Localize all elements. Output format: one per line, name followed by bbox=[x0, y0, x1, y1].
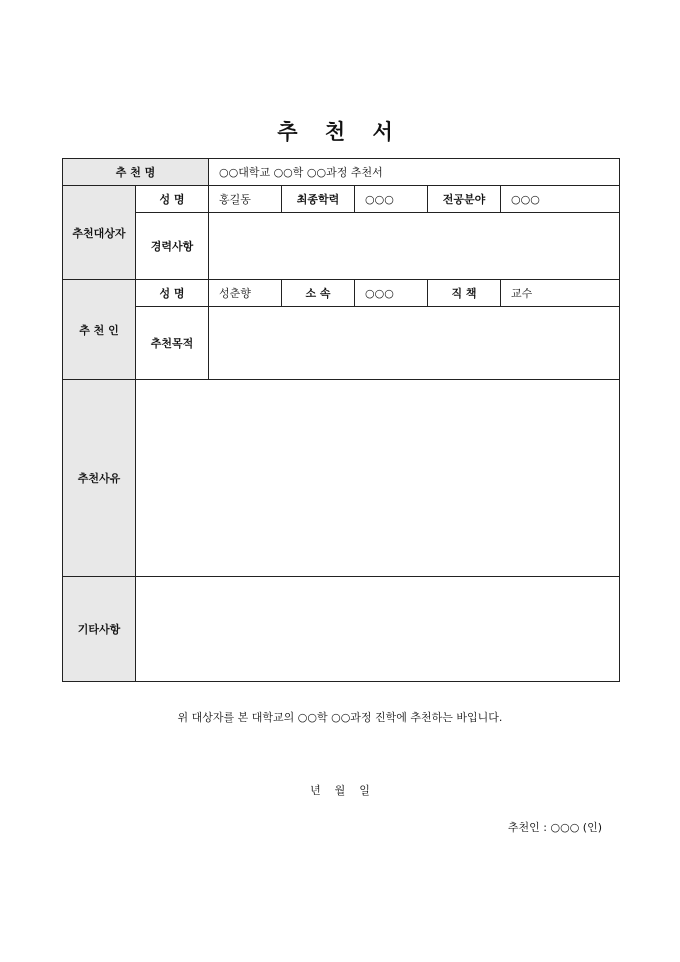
recommender-section-label: 추 천 인 bbox=[63, 280, 136, 380]
candidate-education-label: 최종학력 bbox=[282, 186, 355, 213]
candidate-career-label: 경력사항 bbox=[136, 213, 209, 280]
date-line: 년 월 일 bbox=[310, 784, 370, 797]
etc-value bbox=[136, 577, 620, 682]
reason-row bbox=[63, 380, 620, 577]
recommender-name-label: 성 명 bbox=[136, 280, 209, 307]
reason-value bbox=[136, 380, 620, 577]
candidate-career-value bbox=[209, 213, 620, 280]
recommender-position-label: 직 책 bbox=[428, 280, 501, 307]
recommender-name-value: 성춘향 bbox=[209, 280, 282, 307]
recommender-purpose-value bbox=[209, 307, 620, 380]
recommender-purpose-row bbox=[63, 307, 620, 380]
rec-name-row bbox=[63, 159, 620, 186]
candidate-career-row bbox=[63, 213, 620, 280]
document-title: 추 천 서 bbox=[277, 120, 403, 144]
etc-row bbox=[63, 577, 620, 682]
recommender-affiliation-value: ○○○ bbox=[355, 280, 428, 307]
etc-label: 기타사항 bbox=[63, 577, 136, 682]
candidate-name-row bbox=[63, 186, 620, 213]
candidate-name-value: 홍길동 bbox=[209, 186, 282, 213]
recommender-signature: 추천인 : ○○○ (인) bbox=[507, 821, 602, 834]
candidate-education-value: ○○○ bbox=[355, 186, 428, 213]
candidate-major-label: 전공분야 bbox=[428, 186, 501, 213]
reason-label: 추천사유 bbox=[63, 380, 136, 577]
recommendation-statement: 위 대상자를 본 대학교의 ○○학 ○○과정 진학에 추천하는 바입니다. bbox=[177, 711, 503, 724]
recommendation-form-table bbox=[62, 158, 620, 682]
recommender-name-row bbox=[63, 280, 620, 307]
recommender-purpose-label: 추천목적 bbox=[136, 307, 209, 380]
rec-name-value: ○○대학교 ○○학 ○○과정 추천서 bbox=[209, 159, 620, 186]
candidate-major-value: ○○○ bbox=[501, 186, 620, 213]
recommender-affiliation-label: 소 속 bbox=[282, 280, 355, 307]
rec-name-label: 추 천 명 bbox=[63, 159, 209, 186]
candidate-section-label: 추천대상자 bbox=[63, 186, 136, 280]
candidate-name-label: 성 명 bbox=[136, 186, 209, 213]
recommender-position-value: 교수 bbox=[501, 280, 620, 307]
